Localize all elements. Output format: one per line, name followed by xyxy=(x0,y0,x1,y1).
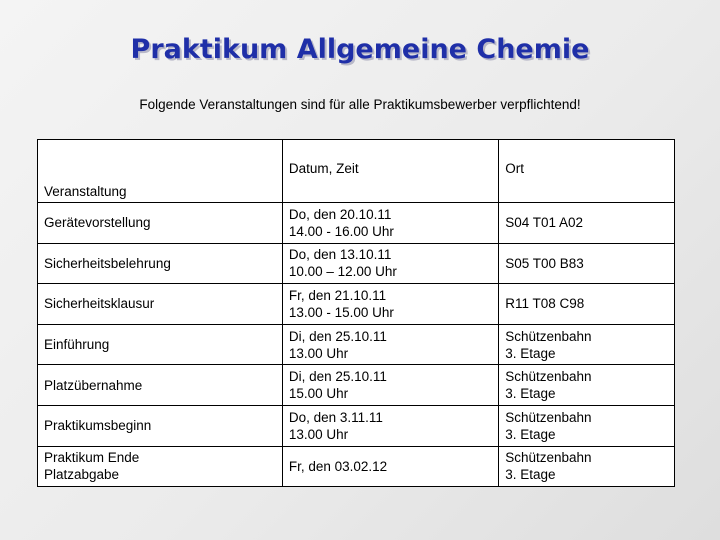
header-veranstaltung: Veranstaltung xyxy=(38,140,283,203)
date-cell xyxy=(282,446,498,487)
event-cell xyxy=(38,243,283,284)
date-cell xyxy=(282,284,498,325)
date-cell xyxy=(282,324,498,365)
place-cell-line: 3. Etage xyxy=(505,345,556,361)
date-cell-line: 13.00 - 15.00 Uhr xyxy=(288,304,394,320)
date-cell xyxy=(282,203,498,244)
date-cell-line: Do, den 3.11.11 xyxy=(288,409,383,425)
date-cell-line: 10.00 – 12.00 Uhr xyxy=(288,264,397,280)
place-cell xyxy=(499,446,675,487)
table-row xyxy=(38,405,675,446)
place-cell-line: 3. Etage xyxy=(505,467,556,483)
date-cell-line: Fr, den 21.10.11 xyxy=(288,287,387,303)
table-row xyxy=(38,446,675,487)
table-header-row xyxy=(38,140,675,203)
date-cell-line: Do, den 13.10.11 xyxy=(288,247,392,263)
place-cell-line: Schützenbahn xyxy=(505,409,592,425)
table-row xyxy=(38,284,675,325)
place-cell xyxy=(499,243,675,284)
place-cell xyxy=(499,365,675,406)
place-cell xyxy=(499,203,675,244)
table-row xyxy=(38,203,675,244)
page-subtitle: Folgende Veranstaltungen sind für alle Praktikumsbewerber verpflichtend! xyxy=(139,97,581,112)
place-cell-line: Schützenbahn xyxy=(505,369,592,385)
event-cell xyxy=(38,446,283,487)
table-row xyxy=(38,324,675,365)
date-cell xyxy=(282,405,498,446)
place-cell-line: S05 T00 B83 xyxy=(505,255,584,271)
place-cell xyxy=(499,284,675,325)
event-cell xyxy=(38,365,283,406)
header-ort: Ort xyxy=(499,140,675,203)
date-cell-line: 13.00 Uhr xyxy=(288,345,349,361)
header-datum-zeit: Datum, Zeit xyxy=(282,140,498,203)
place-cell-line: Schützenbahn xyxy=(505,328,592,344)
event-cell-line: Sicherheitsklausur xyxy=(44,296,155,312)
event-cell xyxy=(38,324,283,365)
event-cell-line: Platzübernahme xyxy=(44,377,143,393)
page-title: Praktikum Allgemeine Chemie xyxy=(130,34,590,65)
date-cell xyxy=(282,243,498,284)
place-cell xyxy=(499,405,675,446)
place-cell-line: Schützenbahn xyxy=(505,450,592,466)
event-cell xyxy=(38,203,283,244)
place-cell-line: S04 T01 A02 xyxy=(505,215,584,231)
date-cell-line: Fr, den 03.02.12 xyxy=(288,458,388,474)
event-cell-line: Gerätevorstellung xyxy=(44,215,151,231)
date-cell-line: Di, den 25.10.11 xyxy=(288,369,387,385)
place-cell-line: R11 T08 C98 xyxy=(505,296,585,312)
place-cell xyxy=(499,324,675,365)
event-cell-line: Platzabgabe xyxy=(44,467,120,483)
event-cell-line: Praktikum Ende xyxy=(44,450,140,466)
schedule-table xyxy=(37,139,675,487)
event-cell-line: Sicherheitsbelehrung xyxy=(44,255,171,271)
event-cell xyxy=(38,284,283,325)
table-row xyxy=(38,243,675,284)
table-row xyxy=(38,365,675,406)
event-cell xyxy=(38,405,283,446)
date-cell-line: Di, den 25.10.11 xyxy=(288,328,387,344)
date-cell xyxy=(282,365,498,406)
date-cell-line: 14.00 - 16.00 Uhr xyxy=(288,223,394,239)
event-cell-line: Einführung xyxy=(44,337,110,353)
date-cell-line: 15.00 Uhr xyxy=(288,386,349,402)
date-cell-line: 13.00 Uhr xyxy=(288,426,349,442)
date-cell-line: Do, den 20.10.11 xyxy=(288,206,392,222)
place-cell-line: 3. Etage xyxy=(505,386,556,402)
event-cell-line: Praktikumsbeginn xyxy=(44,418,152,434)
place-cell-line: 3. Etage xyxy=(505,426,556,442)
